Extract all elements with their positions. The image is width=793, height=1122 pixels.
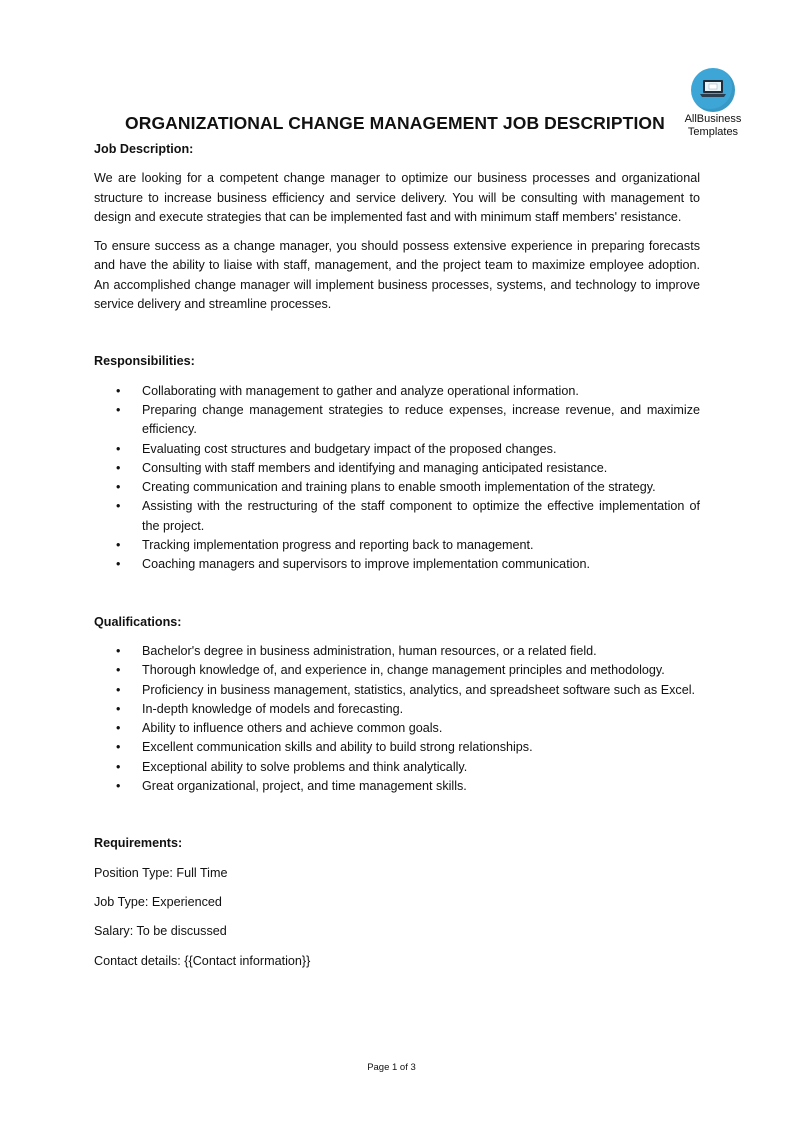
qualification-text: In-depth knowledge of models and forecasting. (142, 701, 404, 716)
bullet: • (116, 663, 121, 678)
qualifications-list (94, 642, 700, 796)
responsibilities-heading: Responsibilities: (94, 354, 195, 369)
contact-details-line: Contact details: {{Contact information}} (94, 953, 311, 968)
qualification-text: Thorough knowledge of, and experience in, change management principles and methodology. (142, 663, 665, 678)
list-item (94, 642, 700, 661)
bullet: • (116, 643, 121, 658)
bullet: • (116, 740, 121, 755)
responsibility-text: Assisting with the restructuring of the staff component to optimize the effective implementation of the project. (142, 499, 700, 533)
list-item (94, 459, 700, 478)
list-item (94, 758, 700, 777)
bullet: • (116, 721, 121, 736)
list-item (94, 777, 700, 796)
requirements-heading: Requirements: (94, 836, 183, 851)
list-item (94, 478, 700, 497)
laptop-icon (700, 79, 726, 99)
bullet: • (116, 402, 121, 417)
job-type-line: Job Type: Experienced (94, 894, 222, 909)
list-item (94, 700, 700, 719)
qualification-text: Bachelor's degree in business administration, human resources, or a related field. (142, 643, 597, 658)
qualification-text: Great organizational, project, and time management skills. (142, 779, 467, 794)
list-item (94, 661, 700, 680)
page-number-footer: Page 1 of 3 (367, 1062, 416, 1073)
bullet: • (116, 779, 121, 794)
list-item (94, 738, 700, 757)
qualification-text: Excellent communication skills and ability to build strong relationships. (142, 740, 533, 755)
bullet: • (116, 759, 121, 774)
bullet: • (116, 682, 121, 697)
bullet: • (116, 383, 121, 398)
document-body (94, 140, 700, 971)
responsibility-text: Tracking implementation progress and reporting back to management. (142, 538, 534, 553)
list-item (94, 681, 700, 700)
logo-text-line2: Templates (687, 126, 739, 138)
qualification-text: Proficiency in business management, statistics, analytics, and spreadsheet software such as Excel. (142, 682, 695, 697)
bullet: • (116, 480, 121, 495)
list-item (94, 719, 700, 738)
qualification-text: Ability to influence others and achieve common goals. (142, 721, 443, 736)
job-description-paragraph-2: To ensure success as a change manager, you should possess extensive experience in preparing forecasts and have the ability to liaise with staff, management, and the project team to maximize employee adoption. An accomplished change manager will implement business processes, systems, and technology to improve service delivery and streamline processes. (94, 239, 700, 312)
salary-line: Salary: To be discussed (94, 924, 227, 939)
job-description-heading: Job Description: (94, 142, 194, 156)
job-description-paragraph-1: We are looking for a competent change manager to optimize our business processes and organizational structure to increase business efficiency and service delivery. You will be consulting with management to design and execute strategies that can be implemented fast and with minimum staff members' resistance. (94, 171, 700, 224)
bullet: • (116, 441, 121, 456)
bullet: • (116, 460, 121, 475)
responsibility-text: Creating communication and training plans to enable smooth implementation of the strategy. (142, 480, 656, 495)
bullet: • (116, 557, 121, 572)
responsibilities-list (94, 382, 700, 575)
logo-text-line1: AllBusiness (684, 113, 742, 125)
bullet: • (116, 701, 121, 716)
list-item (94, 440, 700, 459)
bullet: • (116, 499, 121, 514)
position-type-line: Position Type: Full Time (94, 865, 228, 880)
list-item (94, 555, 700, 574)
responsibility-text: Preparing change management strategies to reduce expenses, increase revenue, and maximize efficiency. (142, 402, 700, 437)
responsibility-text: Consulting with staff members and identifying and managing anticipated resistance. (142, 460, 608, 475)
document-title: ORGANIZATIONAL CHANGE MANAGEMENT JOB DESCRIPTION (125, 113, 665, 133)
list-item (94, 382, 700, 401)
list-item (94, 401, 700, 440)
responsibility-text: Collaborating with management to gather and analyze operational information. (142, 383, 579, 398)
qualifications-heading: Qualifications: (94, 614, 182, 629)
list-item (94, 497, 700, 536)
responsibility-text: Coaching managers and supervisors to improve implementation communication. (142, 557, 590, 572)
qualification-text: Exceptional ability to solve problems and think analytically. (142, 759, 468, 774)
list-item (94, 536, 700, 555)
responsibility-text: Evaluating cost structures and budgetary impact of the proposed changes. (142, 441, 557, 456)
logo-badge (691, 68, 735, 112)
bullet: • (116, 538, 121, 553)
